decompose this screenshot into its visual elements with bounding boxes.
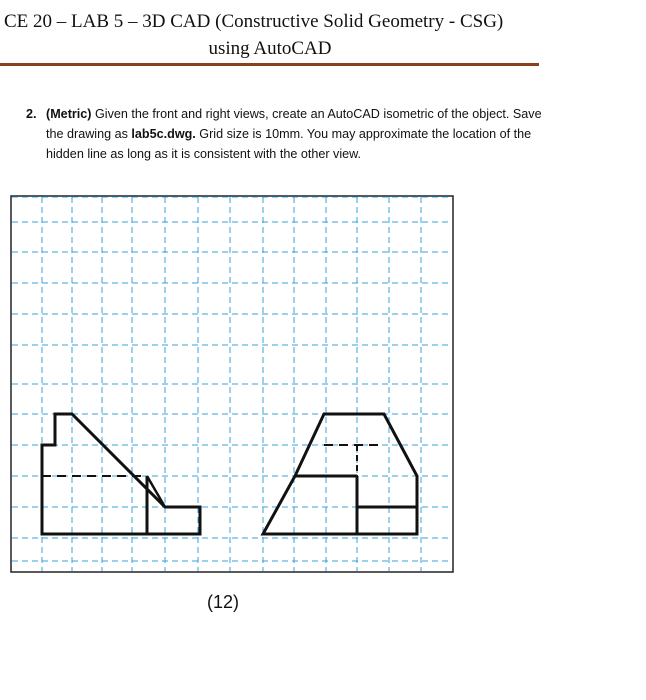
filename: lab5c.dwg. [131,127,196,141]
title-divider [0,63,539,66]
problem-text-part2: Grid size is 10mm. You may approximate the location of the hidden line as long as it is consistent with the other view. [46,127,532,161]
orthographic-figure [10,195,454,578]
grid-drawing [10,195,454,573]
figure-caption: (12) [207,592,240,612]
title-line-2: using AutoCAD [208,38,332,59]
problem-statement [26,104,546,164]
title-line-1: CE 20 – LAB 5 – 3D CAD (Constructive Solid Geometry - CSG) [4,11,504,32]
problem-text-part1: Given the front and right views, create an AutoCAD isometric of the object. Save the drawing as [46,107,542,141]
document-title [0,8,540,62]
problem-number: 2. [26,107,37,121]
problem-text [46,104,546,164]
metric-label: (Metric) [46,107,92,121]
